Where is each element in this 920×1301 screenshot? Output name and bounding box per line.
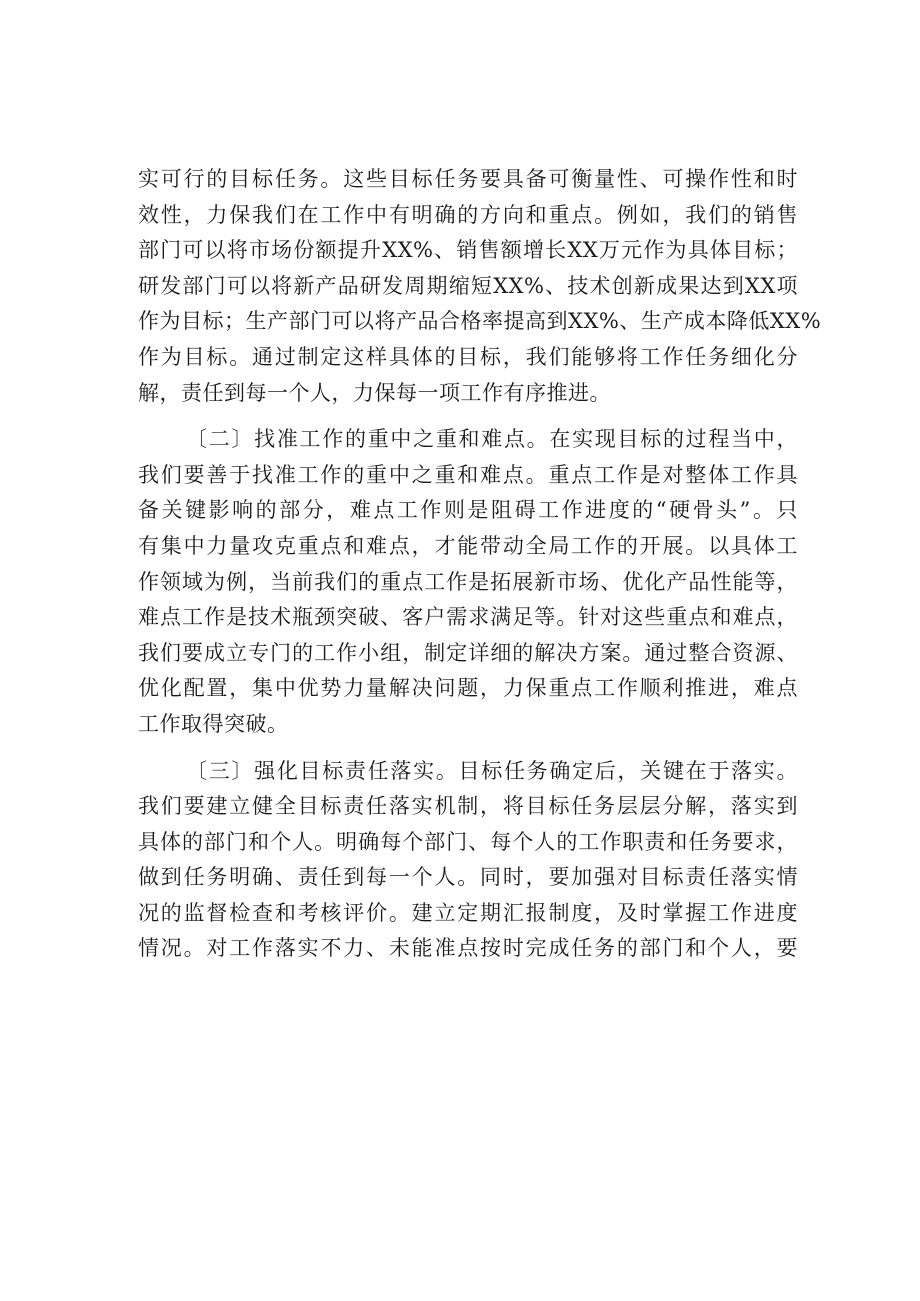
text-line: 解，责任到每一个人，力保每一项工作有序推进。 [138, 380, 611, 405]
text-line: 作为目标。通过制定这样具体的目标，我们能够将工作任务细化分 [138, 344, 798, 369]
text-line: 情况。对工作落实不力、未能准点按时完成任务的部门和个人，要 [138, 936, 798, 961]
text-line: 实可行的目标任务。这些目标任务要具备可衡量性、可操作性和时 [138, 167, 798, 191]
document-body [138, 162, 822, 967]
text-line: 况的监督检查和考核评价。建立定期汇报制度，及时掌握工作进度 [138, 900, 798, 925]
paragraph-3 [138, 754, 798, 968]
text-line: 优化配置，集中优势力量解决问题，力保重点工作顺利推进，难点 [138, 676, 798, 701]
paragraph-spacer [138, 743, 798, 754]
text-line: 有集中力量攻克重点和难点，才能带动全局工作的开展。以具体工 [138, 533, 798, 558]
text-line: 做到任务明确、责任到每一个人。同时，要加强对目标责任落实情 [138, 865, 798, 890]
text-line: 具体的部门和个人。明确每个部门、每个人的工作职责和任务要求， [138, 829, 798, 854]
section-heading-line: 〔三〕强化目标责任落实。目标任务确定后，关键在于落实。 [186, 758, 798, 783]
text-line: 备关键影响的部分，难点工作则是阻碍工作进度的“硬骨头”。只 [138, 498, 798, 523]
text-line: 我们要善于找准工作的重中之重和难点。重点工作是对整体工作具 [138, 462, 798, 487]
text-line: 作为目标；生产部门可以将产品合格率提高到XX%、生产成本降低XX% [138, 309, 822, 334]
paragraph-2 [138, 422, 798, 742]
text-line: 效性，力保我们在工作中有明确的方向和重点。例如，我们的销售 [138, 202, 798, 227]
section-heading-line: 〔二〕找准工作的重中之重和难点。在实现目标的过程当中， [186, 427, 798, 452]
text-line: 我们要建立健全目标责任落实机制，将目标任务层层分解，落实到 [138, 794, 798, 819]
text-line: 研发部门可以将新产品研发周期缩短XX%、技术创新成果达到XX项 [138, 273, 798, 298]
text-line: 难点工作是技术瓶颈突破、客户需求满足等。针对这些重点和难点， [138, 605, 798, 630]
text-line: 作领域为例，当前我们的重点工作是拓展新市场、优化产品性能等， [138, 569, 798, 594]
paragraph-spacer [138, 411, 798, 422]
text-line: 我们要成立专门的工作小组，制定详细的解决方案。通过整合资源、 [138, 640, 798, 665]
text-line: 部门可以将市场份额提升XX%、销售额增长XX万元作为具体目标； [138, 238, 798, 263]
paragraph-1 [138, 162, 822, 411]
text-line: 工作取得突破。 [138, 711, 289, 736]
